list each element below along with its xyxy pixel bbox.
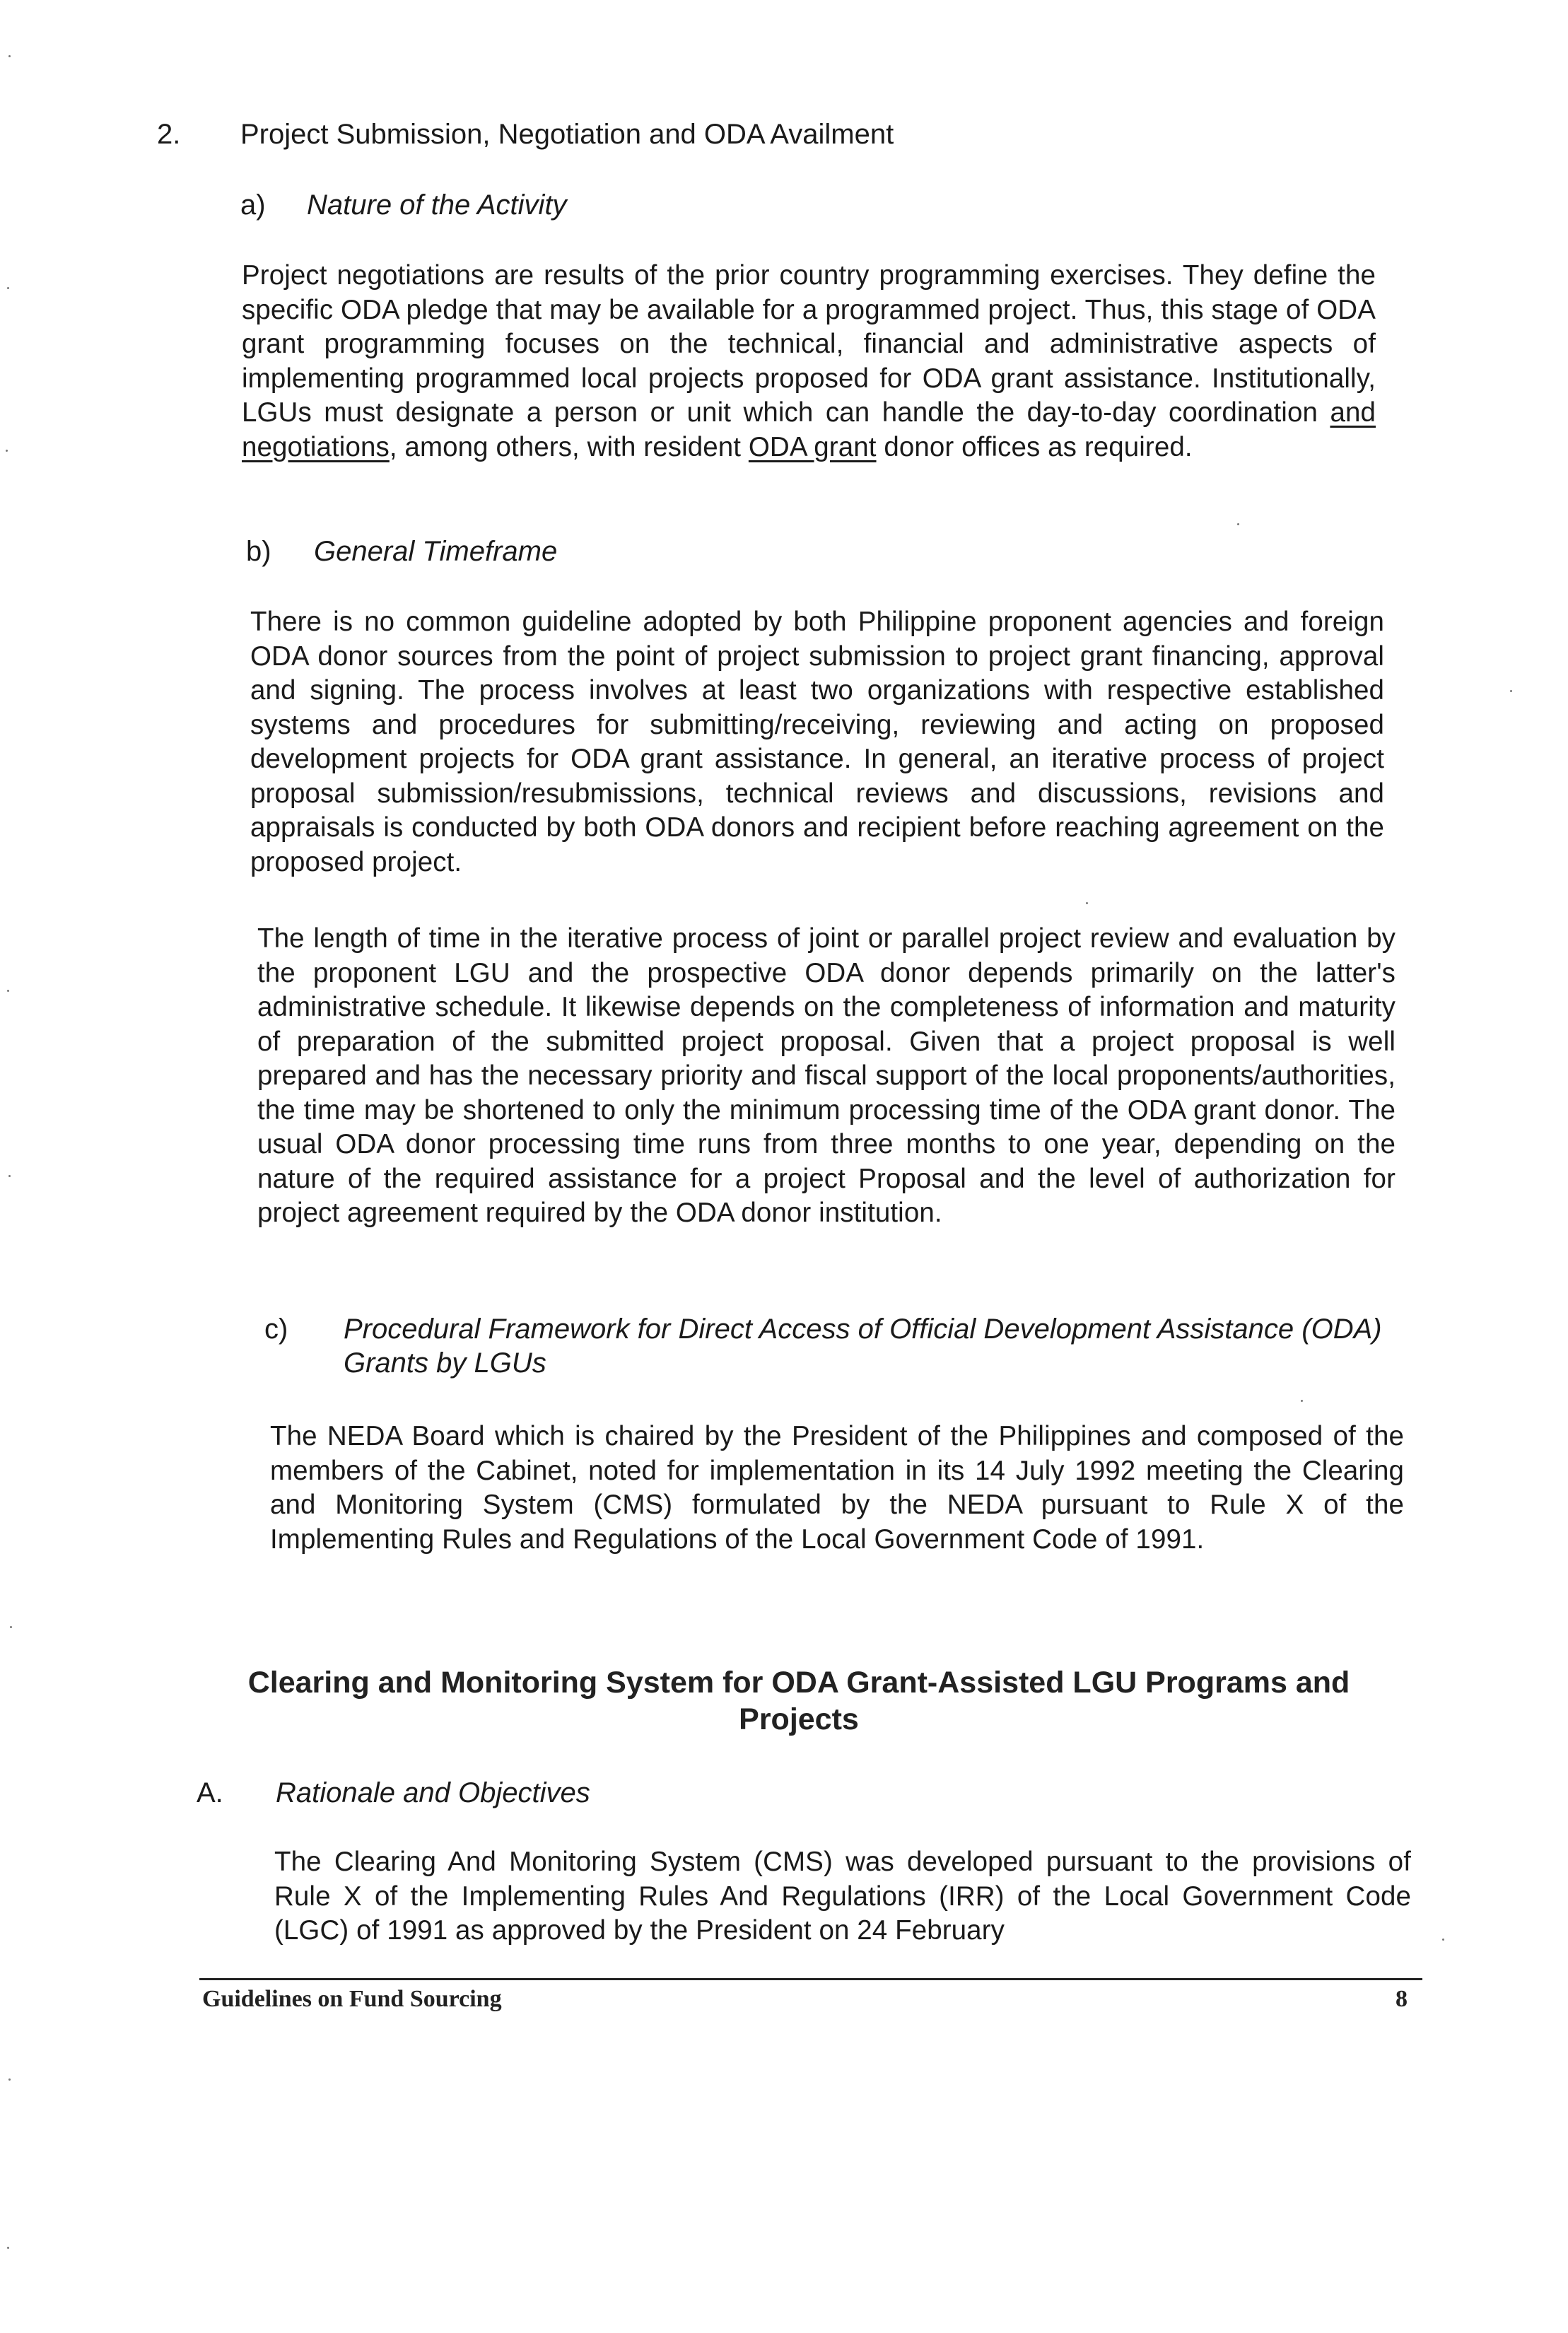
section-number: 2. xyxy=(157,119,181,150)
sub-c-letter: c) xyxy=(264,1314,288,1345)
footer-rule xyxy=(199,1978,1422,1980)
part-a-letter: A. xyxy=(197,1777,223,1808)
sub-b-paragraph-2: The length of time in the iterative process of joint or parallel project review and evaluation by the proponent LGU and the prospective ODA donor depends primarily on the latter's administrative schedule. It likewise depends on the completeness of information and maturity of preparation of the submitted project proposal. Given that a project proposal is well prepared and has the necessary priority and fiscal support of the local proponents/authorities, the time may be shortened to only the minimum processing time of the ODA grant donor. The usual ODA donor processing time runs from three months to one year, depending on the nature of the required assistance for a project Proposal and the level of authorization for project agreement required by the ODA donor institution. xyxy=(257,923,1396,1228)
sub-a-text-2: , among others, with resident xyxy=(389,431,749,462)
section-title: Project Submission, Negotiation and ODA Availment xyxy=(240,119,894,150)
sub-a-underline-2: ODA grant xyxy=(748,431,877,462)
footer-title: Guidelines on Fund Sourcing xyxy=(202,1986,502,2012)
page-number: 8 xyxy=(1396,1986,1408,2012)
sub-b-title: General Timeframe xyxy=(314,536,558,567)
sub-b-paragraph-1: There is no common guideline adopted by both Philippine proponent agencies and foreign ODA donor sources from the point of project submission to project grant financing, approval and signing. The process involves at least two organizations with respective established systems and procedures for submitting/receiving, reviewing and acting on proposed development projects for ODA grant assistance. In general, an iterative process of project proposal submission/resubmissions, technical reviews and discussions, revisions and appraisals is conducted by both ODA donors and recipient before reaching agreement on the proposed project. xyxy=(250,607,1384,877)
sub-a-letter: a) xyxy=(240,189,266,221)
sub-a-paragraph xyxy=(242,259,1376,464)
cms-heading: Clearing and Monitoring System for ODA Grant-Assisted LGU Programs and Projects xyxy=(247,1666,1350,1736)
sub-a-title: Nature of the Activity xyxy=(307,189,567,221)
sub-c-title: Procedural Framework for Direct Access of Official Development Assistance (ODA) Grants by LGUs xyxy=(344,1314,1382,1379)
part-a-paragraph: The Clearing And Monitoring System (CMS) was developed pursuant to the provisions of Rule X of the Implementing Rules And Regulations (IRR) of the Local Government Code (LGC) of 1991 as approved by the President on 24 February xyxy=(274,1847,1411,1946)
sub-c-paragraph: The NEDA Board which is chaired by the President of the Philippines and composed of the members of the Cabinet, noted for implementation in its 14 July 1992 meeting the Clearing and Monitoring System (CMS) formulated by the NEDA pursuant to Rule X of the Implementing Rules and Regulations of the Local Government Code of 1991. xyxy=(270,1421,1404,1555)
sub-a-underline-1: and negotiations xyxy=(242,397,1376,462)
sub-a-text-3: donor offices as required. xyxy=(876,431,1193,462)
sub-b-letter: b) xyxy=(246,536,271,567)
part-a-title: Rationale and Objectives xyxy=(276,1777,590,1808)
sub-a-text-1: Project negotiations are results of the prior country programming exercises. They define the specific ODA pledge that may be available for a programmed project. Thus, this stage of ODA grant programming focuses on the technical, financial and administrative aspects of implementing programmed local projects proposed for ODA grant assistance. Institutionally, LGUs must designate a person or unit which can handle the day-to-day coordination xyxy=(242,260,1376,428)
